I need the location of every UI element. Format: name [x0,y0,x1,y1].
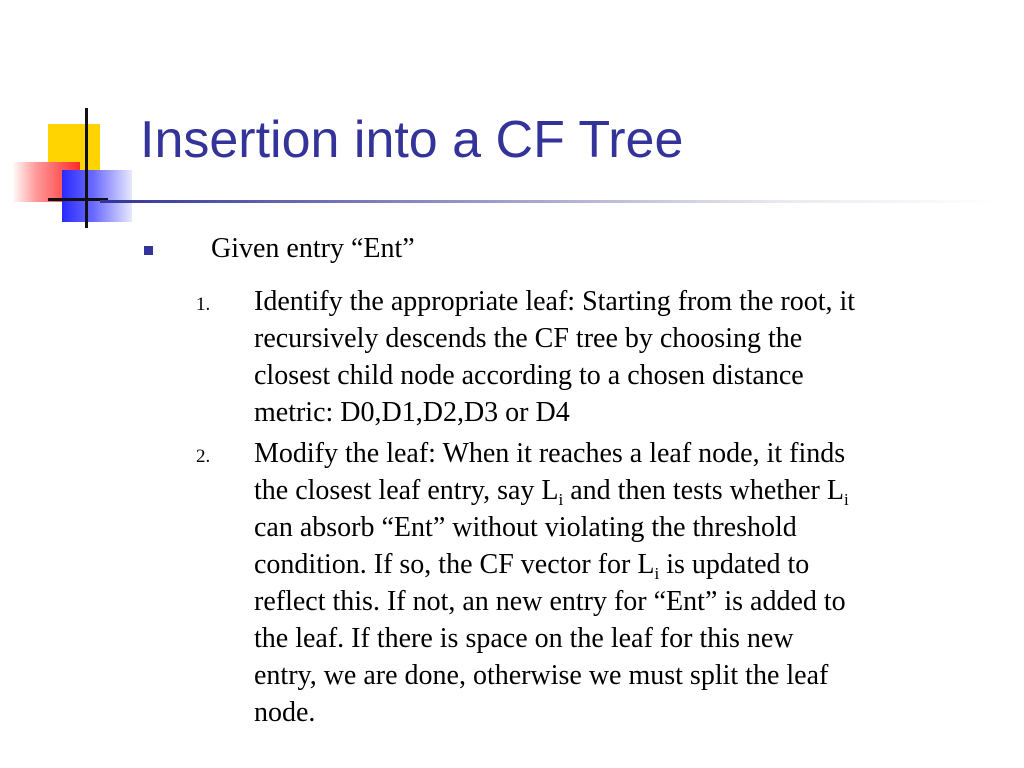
list-item-line: closest child node according to a chosen distance [254,360,804,391]
slide-title: Insertion into a CF Tree [140,111,684,169]
text-segment: the closest leaf entry, say L [254,475,559,506]
list-item-line: can absorb “Ent” without violating the threshold [254,512,797,543]
subscript: i [558,490,564,509]
subscript: i [843,490,849,509]
square-bullet-icon [144,246,153,255]
subscript: i [654,564,660,583]
list-item-text [254,435,994,731]
bullet-text: Given entry “Ent” [211,233,415,264]
list-number: 2. [196,446,211,467]
list-item-line [254,546,994,583]
list-item-line: node. [254,697,316,728]
list-item-text [254,283,994,431]
text-segment: condition. If so, the CF vector for L [254,549,655,580]
title-underline [100,200,1000,203]
logo-horizontal-line [48,198,108,201]
logo-blue-square [62,170,132,222]
list-item-line: recursively descends the CF tree by choosing the [254,323,803,354]
list-item-line: Identify the appropriate leaf: Starting from the root, it [254,286,856,317]
slide-logo-icon [0,100,140,240]
list-item-line: metric: D0,D1,D2,D3 or D4 [254,397,570,428]
list-item-line: reflect this. If not, an new entry for “Ent” is added to [254,586,846,617]
logo-vertical-line [85,108,88,228]
list-item-line: Modify the leaf: When it reaches a leaf node, it finds [254,438,846,469]
list-item-line: the leaf. If there is space on the leaf for this new [254,623,794,654]
text-segment: is updated to [659,549,810,580]
list-item-line: entry, we are done, otherwise we must split the leaf [254,660,829,691]
list-number: 1. [196,294,211,315]
list-item-line [254,472,994,509]
text-segment: and then tests whether L [563,475,844,506]
